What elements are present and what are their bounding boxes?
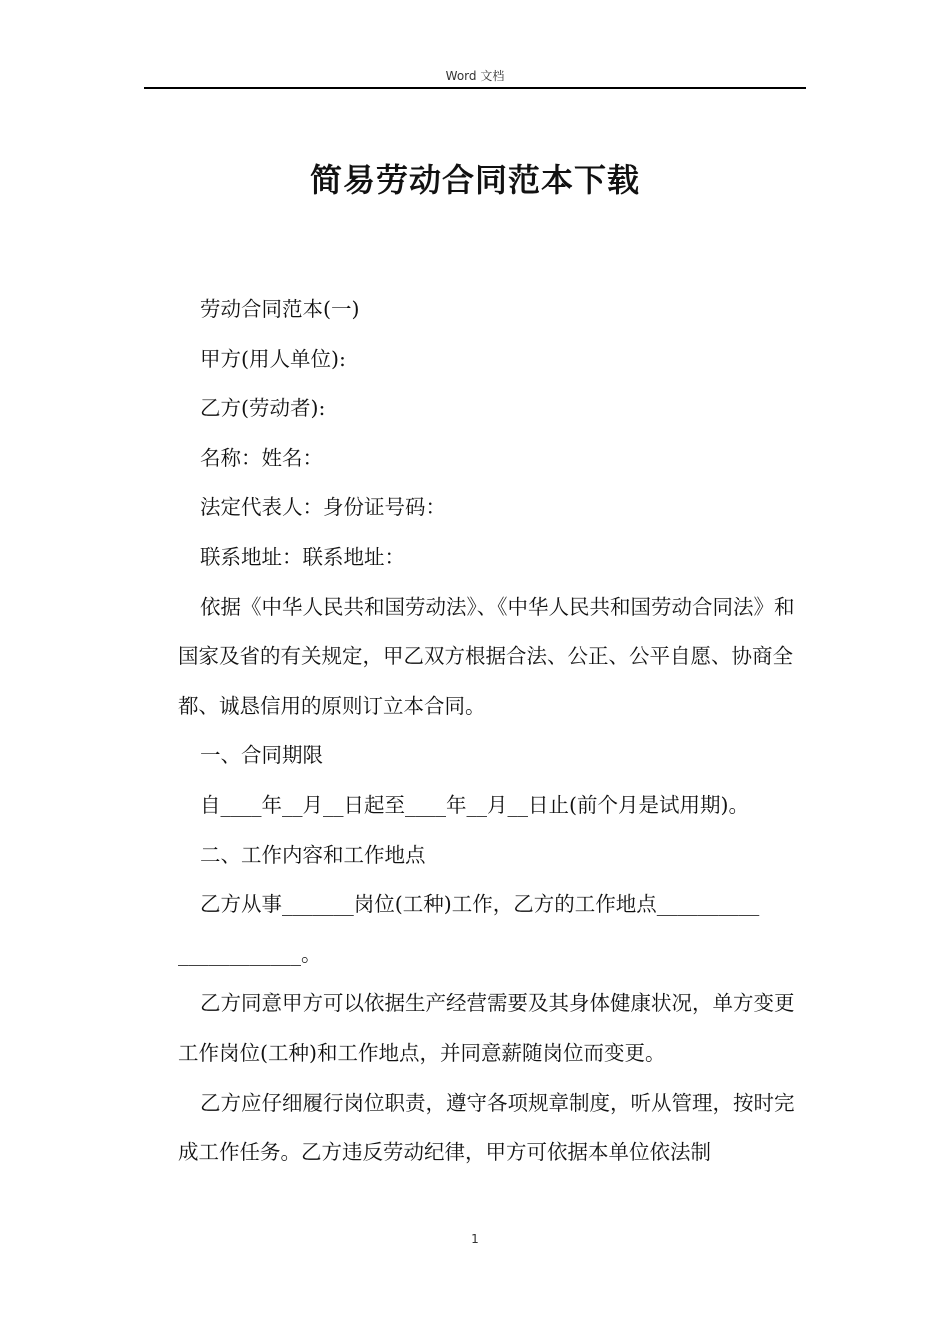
paragraph-name-fields: 名称：姓名： (200, 445, 323, 470)
paragraph-contract-heading: 劳动合同范本(一) (200, 297, 360, 321)
paragraph-party-b: 乙方(劳动者): (200, 396, 326, 421)
paragraph-legal-basis: 依据《中华人民共和国劳动法》、《中华人民共和国劳动合同法》和国家及省的有关规定，甲乙双方根据合法、公正、公平自愿、协商全都、诚恳信用的原则订立本合同。 (178, 594, 795, 718)
section-heading-work-content: 二、工作内容和工作地点 (200, 842, 426, 867)
paragraph-position-change: 乙方同意甲方可以依据生产经营需要及其身体健康状况，单方变更工作岗位(工种)和工作地点，并同意薪随岗位而变更。 (178, 991, 795, 1065)
paragraph-contract-term: 自____年__月__日起至____年__月__日止(前个月是试用期)。 (200, 792, 749, 817)
paragraph-work-position: 乙方从事_______岗位(工种)工作，乙方的工作地点__________ ____________。 (178, 892, 760, 966)
paragraph-contact-address: 联系地址：联系地址： (200, 544, 405, 569)
paragraph-duties: 乙方应仔细履行岗位职责，遵守各项规章制度，听从管理，按时完成工作任务。乙方违反劳动纪律，甲方可依据本单位依法制 (178, 1090, 795, 1165)
document-header-label: Word 文档 (445, 69, 505, 83)
paragraph-party-a: 甲方(用人单位): (200, 346, 346, 371)
section-heading-contract-term: 一、合同期限 (200, 743, 323, 768)
header-divider (144, 87, 806, 89)
document-title: 简易劳动合同范本下载 (309, 161, 640, 199)
document-body (178, 285, 808, 1178)
paragraph-representative-id: 法定代表人：身份证号码： (200, 495, 446, 520)
page-number: 1 (471, 1232, 479, 1246)
